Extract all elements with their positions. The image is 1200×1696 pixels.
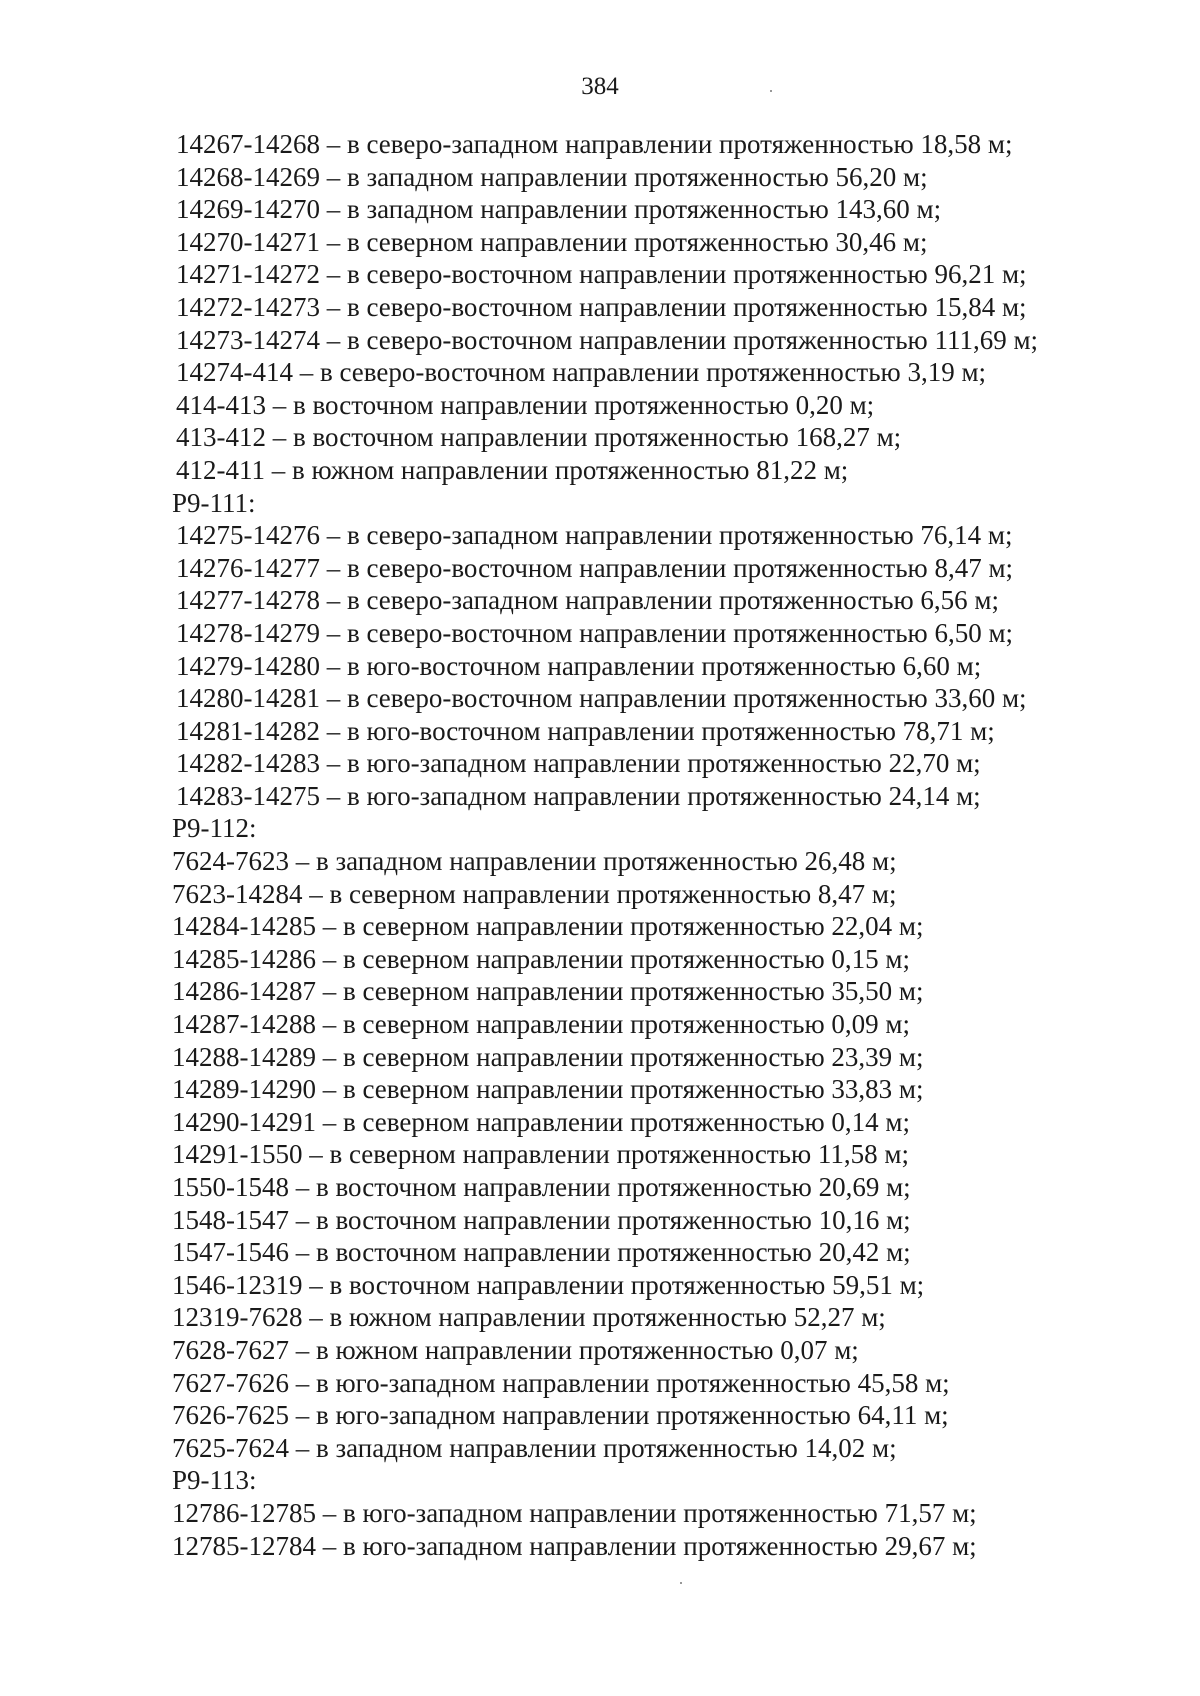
segment-line: 413-412 – в восточном направлении протяженностью 168,27 м;	[176, 422, 902, 453]
segment-line: 12319-7628 – в южном направлении протяженностью 52,27 м;	[172, 1302, 886, 1333]
segment-line: 7624-7623 – в западном направлении протяженностью 26,48 м;	[172, 846, 897, 877]
segment-line: 14283-14275 – в юго-западном направлении протяженностью 24,14 м;	[176, 780, 981, 811]
segment-line: 14279-14280 – в юго-восточном направлении протяженностью 6,60 м;	[176, 650, 982, 681]
segment-line: 14278-14279 – в северо-восточном направлении протяженностью 6,50 м;	[176, 617, 1014, 648]
segment-line: 14287-14288 – в северном направлении протяженностью 0,09 м;	[172, 1009, 911, 1040]
segment-line: 14289-14290 – в северном направлении протяженностью 33,83 м;	[172, 1074, 924, 1105]
document-body	[172, 128, 1172, 1562]
segment-line: 14275-14276 – в северо-западном направлении протяженностью 76,14 м;	[176, 520, 1013, 551]
section-heading: Р9-112:	[172, 813, 257, 844]
segment-line: 12786-12785 – в юго-западном направлении протяженностью 71,57 м;	[172, 1497, 977, 1528]
segment-line: 14268-14269 – в западном направлении протяженностью 56,20 м;	[176, 161, 928, 192]
segment-line: 14274-414 – в северо-восточном направлении протяженностью 3,19 м;	[176, 357, 987, 388]
segment-line: 14288-14289 – в северном направлении протяженностью 23,39 м;	[172, 1041, 924, 1072]
segment-line: 14273-14274 – в северо-восточном направлении протяженностью 111,69 м;	[176, 324, 1039, 355]
segment-line: 14276-14277 – в северо-восточном направлении протяженностью 8,47 м;	[176, 552, 1014, 583]
segment-line: 14290-14291 – в северном направлении протяженностью 0,14 м;	[172, 1106, 911, 1137]
segment-line: 414-413 – в восточном направлении протяженностью 0,20 м;	[176, 389, 875, 420]
segment-line: 14271-14272 – в северо-восточном направлении протяженностью 96,21 м;	[176, 259, 1027, 290]
segment-line: 14284-14285 – в северном направлении протяженностью 22,04 м;	[172, 911, 924, 942]
segment-line: 1547-1546 – в восточном направлении протяженностью 20,42 м;	[172, 1237, 911, 1268]
segment-line: 1546-12319 – в восточном направлении протяженностью 59,51 м;	[172, 1269, 925, 1300]
segment-line: 7625-7624 – в западном направлении протяженностью 14,02 м;	[172, 1432, 897, 1463]
segment-line: 7626-7625 – в юго-западном направлении протяженностью 64,11 м;	[172, 1400, 949, 1431]
segment-line: 7623-14284 – в северном направлении протяженностью 8,47 м;	[172, 878, 897, 909]
segment-line: 14285-14286 – в северном направлении протяженностью 0,15 м;	[172, 943, 911, 974]
segment-line: 14280-14281 – в северо-восточном направлении протяженностью 33,60 м;	[176, 683, 1027, 714]
scan-speck	[770, 90, 772, 92]
segment-line: 7628-7627 – в южном направлении протяженностью 0,07 м;	[172, 1334, 859, 1365]
segment-line: 12785-12784 – в юго-западном направлении протяженностью 29,67 м;	[172, 1530, 977, 1561]
section-heading: Р9-111:	[172, 487, 256, 518]
segment-line: 14282-14283 – в юго-западном направлении протяженностью 22,70 м;	[176, 748, 981, 779]
segment-line: 14291-1550 – в северном направлении протяженностью 11,58 м;	[172, 1139, 910, 1170]
segment-line: 412-411 – в южном направлении протяженностью 81,22 м;	[176, 454, 849, 485]
segment-line: 1548-1547 – в восточном направлении протяженностью 10,16 м;	[172, 1204, 911, 1235]
scan-speck	[680, 1582, 682, 1584]
segment-line: 14281-14282 – в юго-восточном направлении протяженностью 78,71 м;	[176, 715, 995, 746]
page-number: 384	[581, 73, 619, 100]
segment-line: 14267-14268 – в северо-западном направлении протяженностью 18,58 м;	[176, 129, 1013, 159]
segment-line: 14270-14271 – в северном направлении протяженностью 30,46 м;	[176, 226, 928, 257]
segment-line: 1550-1548 – в восточном направлении протяженностью 20,69 м;	[172, 1172, 911, 1202]
segment-line: 14269-14270 – в западном направлении протяженностью 143,60 м;	[176, 194, 942, 225]
segment-line: 14286-14287 – в северном направлении протяженностью 35,50 м;	[172, 976, 924, 1007]
segment-line: 14277-14278 – в северо-западном направлении протяженностью 6,56 м;	[176, 585, 999, 616]
segment-line: 7627-7626 – в юго-западном направлении протяженностью 45,58 м;	[172, 1367, 950, 1398]
segment-line: 14272-14273 – в северо-восточном направлении протяженностью 15,84 м;	[176, 291, 1027, 322]
section-heading: Р9-113:	[172, 1465, 257, 1496]
